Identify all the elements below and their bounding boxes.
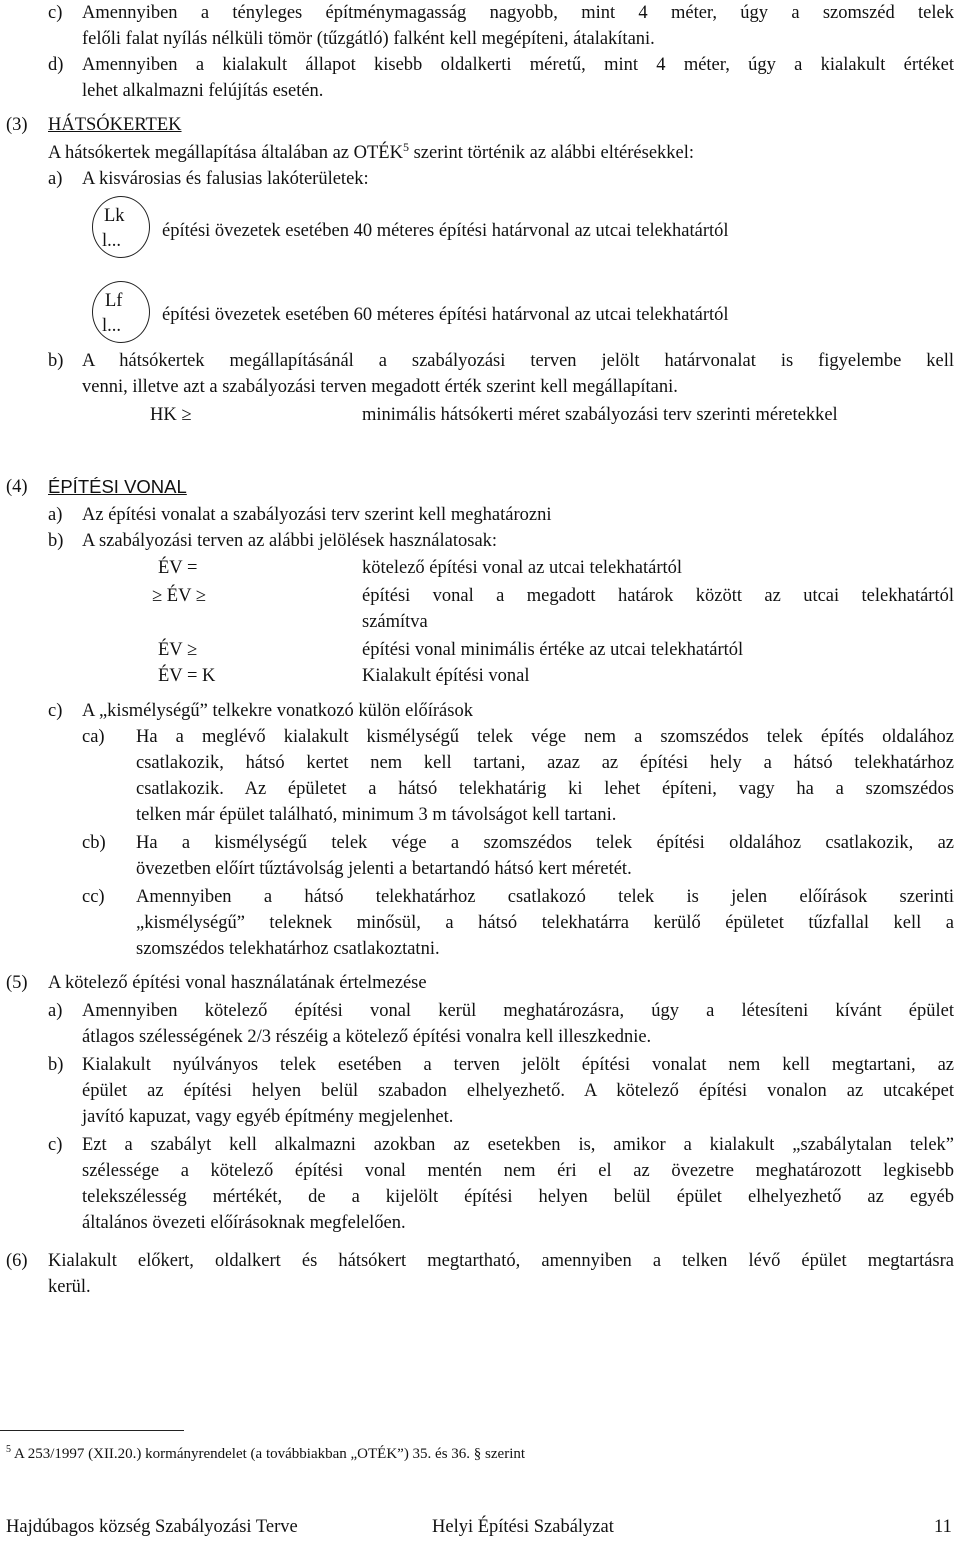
hk-symbol: HK ≥	[150, 405, 192, 425]
paragraph-line: A hátsókertek megállapításánál a szabályozási terven jelölt határvonalat is figyelembe kell	[82, 351, 954, 371]
paragraph-line: lehet alkalmazni felújítás esetén.	[82, 81, 324, 101]
paragraph-line: épület az építési helyen belül szabadon elhelyezhető. A kötelező építési vonalon az utcaképet	[82, 1081, 954, 1101]
item-label: c)	[48, 701, 63, 721]
footnote-text: A 253/1997 (XII.20.) kormányrendelet (a továbbiakban „OTÉK”) 35. és 36. § szerint	[13, 1446, 526, 1462]
hk-text: minimális hátsókerti méret szabályozási terv szerinti méretekkel	[362, 405, 838, 425]
paragraph-line: Kialakult nyúlványos telek esetében a terven jelölt építési vonalat nem kell megtartani, az	[82, 1055, 954, 1075]
zone-code-sub: l...	[102, 231, 122, 251]
zone-text: építési övezetek esetében 40 méteres építési határvonal az utcai telekhatártól	[162, 221, 729, 241]
zone-text: építési övezetek esetében 60 méteres építési határvonal az utcai telekhatártól	[162, 305, 729, 325]
paragraph-line: „kismélységű” teleknek minősül, a hátsó telekhatárra kerülő épületet tűzfallal kell a	[136, 913, 954, 933]
footer-document-title: Hajdúbagos község Szabályozási Terve	[6, 1517, 298, 1537]
item-label: b)	[48, 1055, 64, 1075]
item-label: a)	[48, 505, 63, 525]
paragraph-line: Ezt a szabályt kell alkalmazni azokban az esetekben is, amikor a kialakult „szabálytalan telek”	[82, 1135, 954, 1155]
footnote-ref: 5	[402, 139, 409, 154]
section-number: (4)	[6, 477, 28, 497]
sub-item-label: cb)	[82, 833, 106, 853]
section-number: (5)	[6, 973, 28, 993]
legend-symbol: ÉV ≥	[158, 640, 198, 660]
paragraph-line: Amennyiben kötelező építési vonal kerül meghatározásra, úgy a létesíteni kívánt épület	[82, 1001, 954, 1021]
footnote	[6, 1444, 525, 1464]
zone-code: Lk	[104, 206, 125, 226]
section-number: (6)	[6, 1251, 28, 1271]
section-number: (3)	[6, 115, 28, 135]
paragraph-line: csatlakozik, hátsó kertet nem kell tartani, azaz az építési hely a hátsó telekhatárhoz	[136, 753, 954, 773]
paragraph-line: általános övezeti előírásoknak megfelelően.	[82, 1213, 406, 1233]
paragraph-line: szélessége a kötelező építési vonal mentén nem éri el az övezetre meghatározott legkisebb	[82, 1161, 954, 1181]
legend-symbol: ≥ ÉV ≥	[152, 586, 206, 606]
item-text: A szabályozási terven az alábbi jelölések használatosak:	[82, 531, 498, 551]
paragraph-line: venni, illetve azt a szabályozási terven megadott érték szerint kell megállapítani.	[82, 377, 678, 397]
paragraph-line: övezetben előírt tűztávolság jelenti a betartandó hátsó kert méretét.	[136, 859, 632, 879]
paragraph-line: telekszélesség mértékét, de a kijelölt építési helyen belül épület elhelyezhető az egyéb	[82, 1187, 954, 1207]
section-title: A kötelező építési vonal használatának értelmezése	[48, 973, 427, 993]
item-text: A kisvárosias és falusias lakóterületek:	[82, 169, 369, 189]
item-label: a)	[48, 169, 63, 189]
item-text: A „kismélységű” telkekre vonatkozó külön előírások	[82, 701, 473, 721]
item-label: c)	[48, 3, 63, 23]
text-segment: A hátsókertek megállapítása általában az OTÉK	[48, 143, 403, 163]
item-label: c)	[48, 1135, 63, 1155]
legend-text: építési vonal a megadott határok között az utcai telekhatártól	[362, 586, 954, 606]
paragraph-line: Kialakult előkert, oldalkert és hátsókert megtartható, amennyiben a telken lévő épület megtartásra	[48, 1251, 954, 1271]
paragraph-line: telken már épület található, minimum 3 m távolságot kell tartani.	[136, 805, 617, 825]
paragraph-line: Amennyiben a kialakult állapot kisebb oldalkerti méretű, mint 4 méter, úgy a kialakult értéket	[82, 55, 954, 75]
paragraph-line: Ha a kismélységű telek vége a szomszédos telek építési oldalához csatlakozik, az	[136, 833, 954, 853]
footer-section-title: Helyi Építési Szabályzat	[432, 1517, 614, 1537]
section-title: ÉPÍTÉSI VONAL	[48, 476, 187, 497]
paragraph-line	[48, 140, 694, 166]
paragraph-line: szomszédos telekhatárhoz csatlakoztatni.	[136, 939, 440, 959]
legend-symbol: ÉV = K	[158, 666, 216, 686]
sub-item-label: ca)	[82, 727, 105, 747]
paragraph-line: csatlakozik. Az épületet a hátsó telekhatárig ki lehet építeni, vagy ha a szomszédos	[136, 779, 954, 799]
legend-text: építési vonal minimális értéke az utcai telekhatártól	[362, 640, 744, 660]
item-label: b)	[48, 531, 64, 551]
item-label: b)	[48, 351, 64, 371]
paragraph-line: felőli falat nyílás nélküli tömör (tűzgátló) falként kell megépíteni, átalakítani.	[82, 29, 655, 49]
paragraph-line: Amennyiben a hátsó telekhatárhoz csatlakozó telek is jelen előírások szerinti	[136, 887, 954, 907]
paragraph-line: kerül.	[48, 1277, 91, 1297]
paragraph-line: Amennyiben a tényleges építménymagasság nagyobb, mint 4 méter, úgy a szomszéd telek	[82, 3, 954, 23]
zone-code: Lf	[105, 291, 123, 311]
item-label: a)	[48, 1001, 63, 1021]
item-text: Az építési vonalat a szabályozási terv szerint kell meghatározni	[82, 505, 552, 525]
page-number: 11	[934, 1517, 952, 1537]
paragraph-line: Ha a meglévő kialakult kismélységű telek vége nem a szomszédos telek építés oldalához	[136, 727, 954, 747]
section-title: HÁTSÓKERTEK	[48, 115, 182, 135]
text-segment: szerint történik az alábbi eltérésekkel:	[408, 143, 695, 163]
footnote-separator	[0, 1430, 184, 1431]
footnote-mark: 5	[6, 1444, 11, 1455]
paragraph-line: átlagos szélességének 2/3 részéig a kötelező építési vonalra kell illeszkednie.	[82, 1027, 652, 1047]
legend-symbol: ÉV =	[158, 558, 198, 578]
paragraph-line: javító kapuzat, vagy egyéb építmény megjelenhet.	[82, 1107, 454, 1127]
zone-code-sub: l...	[102, 316, 122, 336]
legend-text: kötelező építési vonal az utcai telekhatártól	[362, 558, 683, 578]
item-label: d)	[48, 55, 64, 75]
sub-item-label: cc)	[82, 887, 105, 907]
legend-text: Kialakult építési vonal	[362, 666, 530, 686]
legend-text-cont: számítva	[362, 612, 428, 632]
